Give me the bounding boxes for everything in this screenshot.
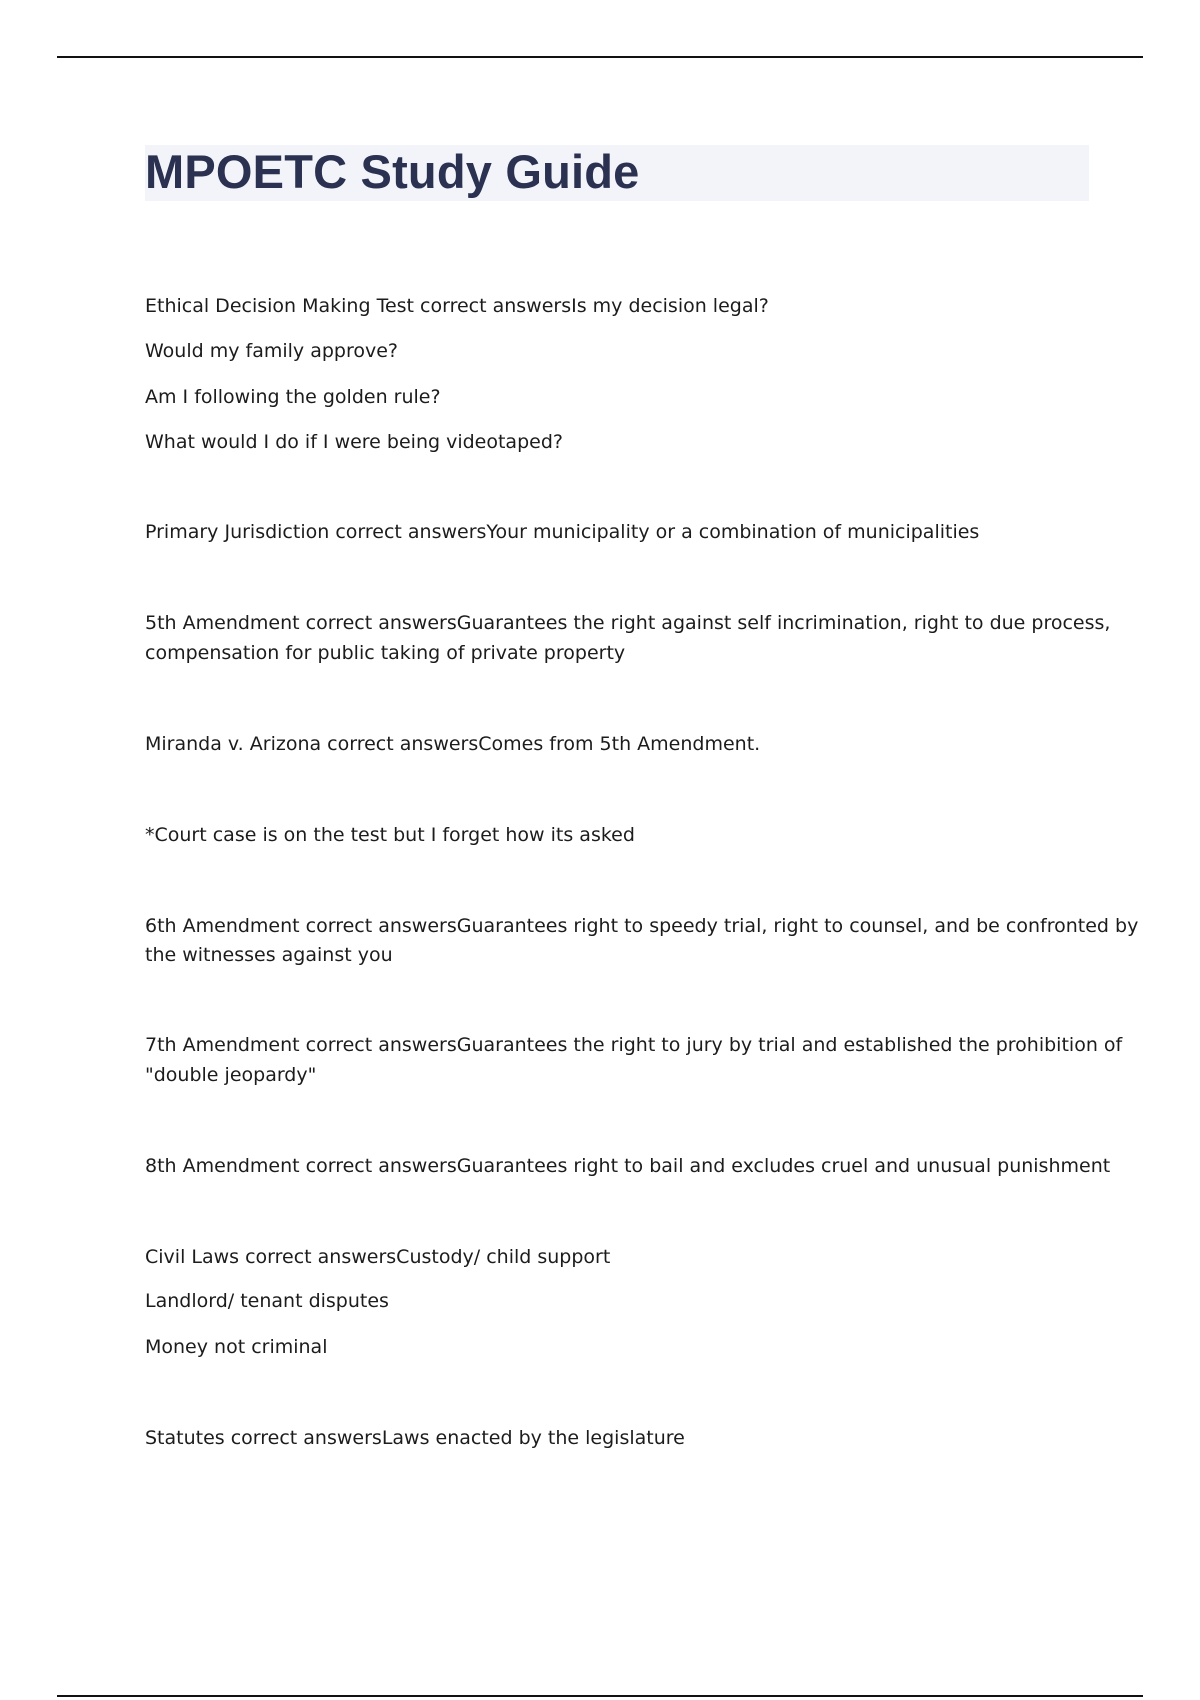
text-line: *Court case is on the test but I forget how its asked (145, 824, 635, 846)
text-line: the witnesses against you (145, 944, 393, 966)
text-line: "double jeopardy" (145, 1064, 317, 1086)
text-line: 6th Amendment correct answersGuarantees right to speedy trial, right to counsel, and be confronted by (145, 915, 1139, 937)
text-line: Primary Jurisdiction correct answersYour municipality or a combination of municipalities (145, 521, 980, 543)
text-line: Civil Laws correct answersCustody/ child support (145, 1246, 611, 1268)
text-line: Am I following the golden rule? (145, 386, 441, 408)
text-line: Ethical Decision Making Test correct answersIs my decision legal? (145, 295, 769, 317)
text-line: 7th Amendment correct answersGuarantees the right to jury by trial and established the prohibition of (145, 1034, 1123, 1056)
text-line: compensation for public taking of private property (145, 642, 626, 664)
text-line: 8th Amendment correct answersGuarantees right to bail and excludes cruel and unusual punishment (145, 1155, 1111, 1177)
text-line: Would my family approve? (145, 340, 398, 362)
top-rule (57, 56, 1143, 58)
text-line: Landlord/ tenant disputes (145, 1290, 389, 1312)
text-line: Miranda v. Arizona correct answersComes from 5th Amendment. (145, 733, 761, 755)
page-title: MPOETC Study Guide (145, 145, 640, 198)
bottom-rule (57, 1695, 1143, 1697)
text-line: Money not criminal (145, 1336, 328, 1358)
text-line: 5th Amendment correct answersGuarantees the right against self incrimination, right to due process, (145, 612, 1111, 634)
text-line: Statutes correct answersLaws enacted by the legislature (145, 1427, 685, 1449)
text-line: What would I do if I were being videotaped? (145, 431, 563, 453)
